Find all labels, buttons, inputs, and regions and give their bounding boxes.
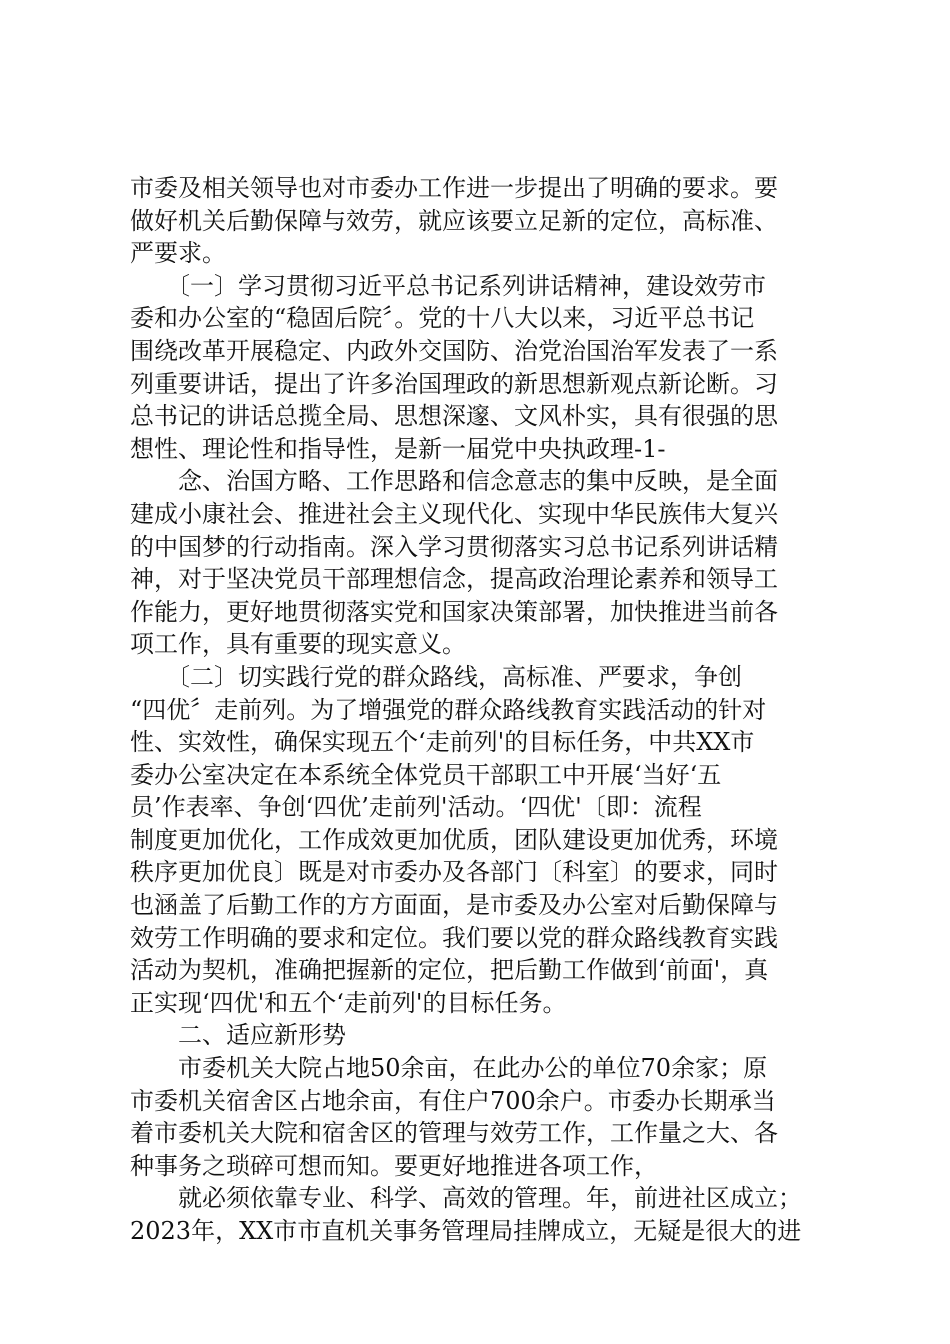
text-line: 活动为契机，准确把握新的定位，把后勤工作做到‘前面'，真 (130, 956, 769, 985)
text-line: 〔二〕切实践行党的群众路线，高标准、严要求，争创 (130, 662, 742, 691)
text-line: 就必须依靠专业、科学、高效的管理。年，前进社区成立； (130, 1184, 802, 1213)
text-line: 二、适应新形势 (130, 1021, 346, 1050)
text-line: 秩序更加优良〕既是对市委办及各部门〔科室〕的要求，同时 (130, 858, 778, 887)
text-line: 效劳工作明确的要求和定位。我们要以党的群众路线教育实践 (130, 923, 778, 952)
text-line: 围绕改革开展稳定、内政外交国防、治党治国治军发表了一系 (130, 336, 778, 365)
text-line: 严要求。 (130, 239, 226, 268)
text-line: 神，对于坚决党员干部理想信念，提高政治理论素养和领导工 (130, 565, 778, 594)
text-line: 种事务之琐碎可想而知。要更好地推进各项工作， (130, 1151, 658, 1180)
text-line: 员’作表率、争创‘四优’走前列'活动。‘四优'〔即：流程 (130, 793, 702, 822)
text-line: 做好机关后勤保障与效劳，就应该要立足新的定位，高标准、 (130, 206, 778, 235)
text-line: “四优〞走前列。为了增强党的群众路线教育实践活动的针对 (130, 695, 767, 724)
text-line: 〔一〕学习贯彻习近平总书记系列讲话精神，建设效劳市 (130, 271, 766, 300)
text-line: 市委机关大院占地50余亩，在此办公的单位70余家；原 (130, 1054, 768, 1083)
text-line: 项工作，具有重要的现实意义。 (130, 630, 466, 659)
text-line: 委办公室决定在本系统全体党员干部职工中开展‘当好‘五 (130, 760, 722, 789)
text-line: 也涵盖了后勤工作的方方面面，是市委及办公室对后勤保障与 (130, 891, 778, 920)
text-line: 委和办公室的“稳固后院〞。党的十八大以来，习近平总书记 (130, 304, 755, 333)
text-line: 的中国梦的行动指南。深入学习贯彻落实习总书记系列讲话精 (130, 532, 778, 561)
text-line: 想性、理论性和指导性，是新一届党中央执政理-1- (130, 434, 666, 463)
body-text (130, 172, 830, 1248)
text-line: 市委及相关领导也对市委办工作进一步提出了明确的要求。要 (130, 174, 778, 202)
text-line: 列重要讲话，提出了许多治国理政的新思想新观点新论断。习 (130, 369, 778, 398)
text-line: 建成小康社会、推进社会主义现代化、实现中华民族伟大复兴 (130, 499, 778, 528)
text-line: 总书记的讲话总揽全局、思想深邃、文风朴实，具有很强的思 (130, 402, 778, 431)
text-line: 2023年，XX市市直机关事务管理局挂牌成立，无疑是很大的进 (130, 1217, 802, 1245)
text-line: 性、实效性，确保实现五个‘走前列'的目标任务，中共XX市 (130, 728, 755, 757)
text-line: 着市委机关大院和宿舍区的管理与效劳工作，工作量之大、各 (130, 1119, 778, 1148)
text-line: 市委机关宿舍区占地余亩，有住户700余户。市委办长期承当 (130, 1086, 776, 1115)
text-line: 作能力，更好地贯彻落实党和国家决策部署，加快推进当前各 (130, 597, 778, 626)
text-line: 念、治国方略、工作思路和信念意志的集中反映，是全面 (130, 467, 778, 496)
text-line: 制度更加优化，工作成效更加优质，团队建设更加优秀，环境 (130, 825, 778, 854)
text-line: 正实现‘四优'和五个‘走前列'的目标任务。 (130, 988, 567, 1017)
